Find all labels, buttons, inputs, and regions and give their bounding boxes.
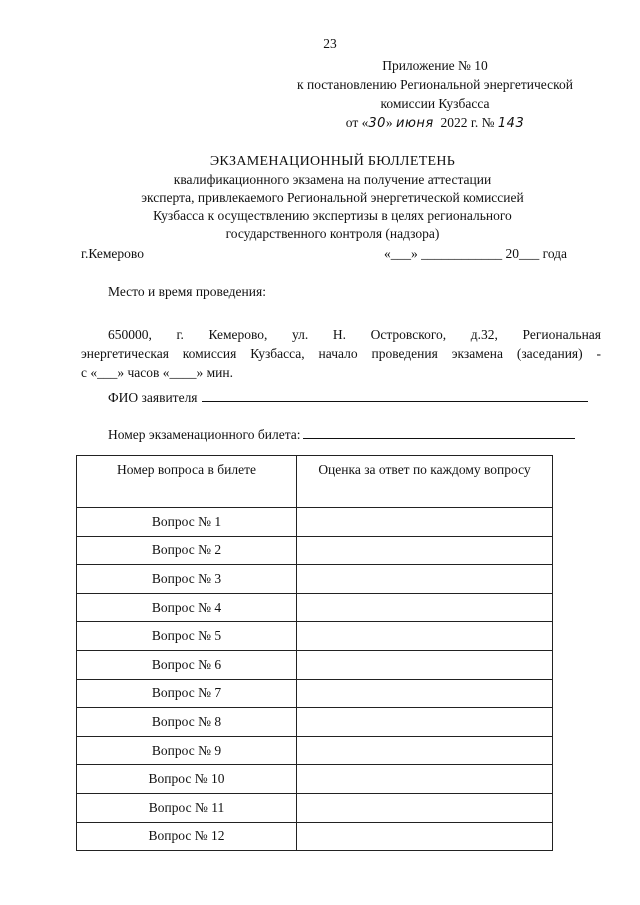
grade-cell bbox=[297, 536, 553, 565]
venue-line-1: 650000, г. Кемерово, ул. Н. Островского, д.32, Региональная bbox=[108, 327, 601, 342]
table-row bbox=[77, 508, 553, 537]
annex-line-3: комиссии Кузбасса bbox=[380, 96, 490, 111]
ticket-number-line bbox=[303, 425, 575, 439]
table-row bbox=[77, 822, 553, 851]
annex-header bbox=[250, 56, 620, 133]
grade-cell bbox=[297, 593, 553, 622]
city: г.Кемерово bbox=[81, 246, 144, 261]
question-cell: Вопрос № 9 bbox=[77, 736, 297, 765]
grade-cell bbox=[297, 736, 553, 765]
page-number: 23 bbox=[323, 36, 337, 51]
ticket-number-field bbox=[108, 425, 575, 443]
annex-date-year: 2022 г. № bbox=[440, 115, 495, 130]
table-row bbox=[77, 679, 553, 708]
column-header-grade: Оценка за ответ по каждому вопросу bbox=[297, 456, 553, 508]
question-cell: Вопрос № 4 bbox=[77, 593, 297, 622]
ticket-number-label: Номер экзаменационного билета: bbox=[108, 427, 301, 442]
grades-table bbox=[76, 455, 553, 851]
table-row bbox=[77, 708, 553, 737]
title-line-4: государственного контроля (надзора) bbox=[225, 226, 440, 241]
applicant-name-label: ФИО заявителя bbox=[108, 390, 198, 405]
table-row bbox=[77, 536, 553, 565]
table-row bbox=[77, 593, 553, 622]
annex-date-day: 30 bbox=[368, 116, 386, 131]
venue-text bbox=[81, 325, 601, 382]
date-field-line: «___» ____________ 20___ года bbox=[384, 246, 568, 261]
column-header-question: Номер вопроса в билете bbox=[77, 456, 297, 508]
question-cell: Вопрос № 7 bbox=[77, 679, 297, 708]
grade-cell bbox=[297, 622, 553, 651]
annex-line-2: к постановлению Региональной энергетической bbox=[297, 77, 573, 92]
question-cell: Вопрос № 3 bbox=[77, 565, 297, 594]
grade-cell bbox=[297, 650, 553, 679]
question-cell: Вопрос № 6 bbox=[77, 650, 297, 679]
grade-cell bbox=[297, 793, 553, 822]
table-row bbox=[77, 793, 553, 822]
grade-cell bbox=[297, 679, 553, 708]
question-cell: Вопрос № 2 bbox=[77, 536, 297, 565]
table-row bbox=[77, 650, 553, 679]
venue-line-3: с «___» часов «____» мин. bbox=[81, 365, 234, 380]
annex-date-prefix: от « bbox=[345, 115, 369, 130]
table-row bbox=[77, 565, 553, 594]
annex-date-close: » bbox=[385, 115, 393, 130]
grade-cell bbox=[297, 565, 553, 594]
applicant-name-line bbox=[202, 388, 588, 402]
grade-cell bbox=[297, 822, 553, 851]
question-cell: Вопрос № 12 bbox=[77, 822, 297, 851]
table-row bbox=[77, 765, 553, 794]
annex-date-line bbox=[250, 113, 620, 133]
annex-date-month: июня bbox=[396, 116, 434, 131]
question-cell: Вопрос № 11 bbox=[77, 793, 297, 822]
table-row bbox=[77, 736, 553, 765]
grade-cell bbox=[297, 708, 553, 737]
document-title: ЭКЗАМЕНАЦИОННЫЙ БЮЛЛЕТЕНЬ bbox=[209, 154, 456, 169]
title-line-3: Кузбасса к осуществлению экспертизы в целях регионального bbox=[153, 208, 512, 223]
annex-line-1: Приложение № 10 bbox=[382, 58, 488, 73]
venue-label: Место и время проведения: bbox=[108, 284, 266, 299]
title-block bbox=[110, 153, 555, 243]
question-cell: Вопрос № 10 bbox=[77, 765, 297, 794]
venue-line-2: энергетическая комиссия Кузбасса, начало проведения экзамена (заседания) - bbox=[81, 346, 601, 361]
grade-cell bbox=[297, 508, 553, 537]
title-line-2: эксперта, привлекаемого Региональной энергетической комиссией bbox=[141, 190, 524, 205]
grade-cell bbox=[297, 765, 553, 794]
applicant-name-field bbox=[108, 388, 588, 406]
annex-date-number: 143 bbox=[497, 116, 525, 131]
question-cell: Вопрос № 1 bbox=[77, 508, 297, 537]
grades-table-header bbox=[77, 456, 553, 508]
title-line-1: квалификационного экзамена на получение аттестации bbox=[173, 172, 492, 187]
question-cell: Вопрос № 8 bbox=[77, 708, 297, 737]
question-cell: Вопрос № 5 bbox=[77, 622, 297, 651]
table-row bbox=[77, 622, 553, 651]
